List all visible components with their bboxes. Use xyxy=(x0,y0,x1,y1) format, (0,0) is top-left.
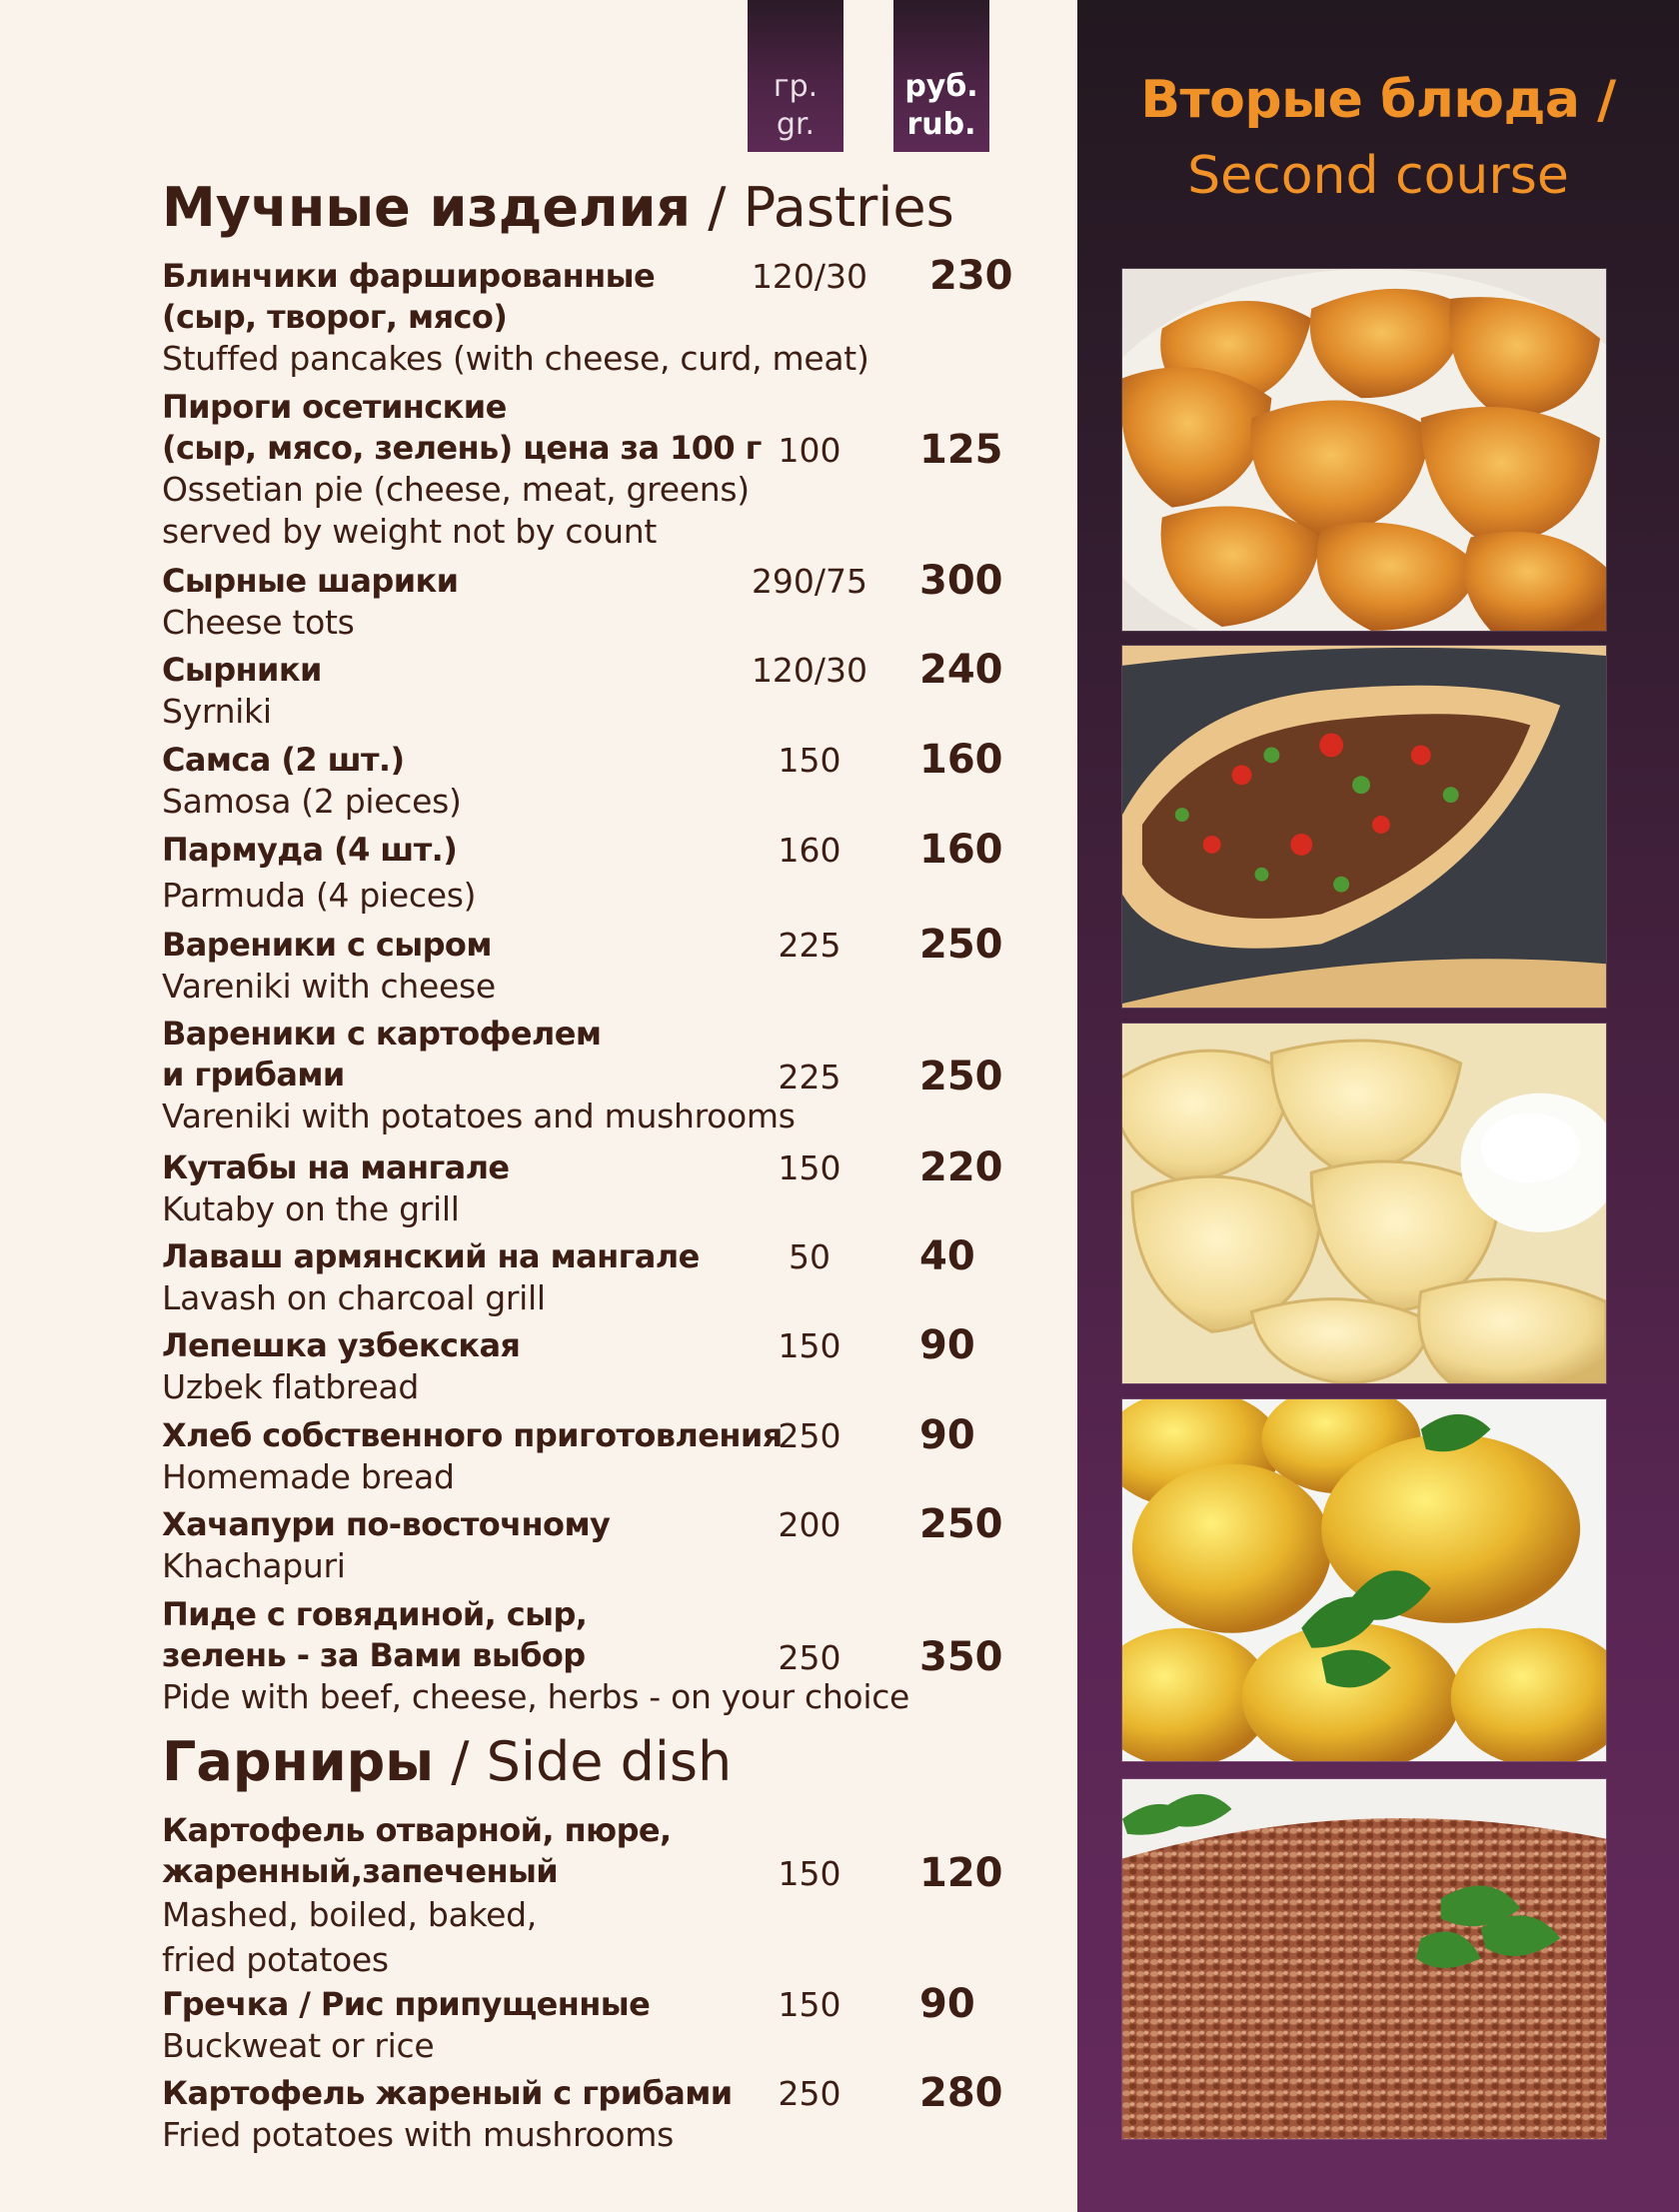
menu-item xyxy=(162,1322,1011,1408)
price-unit-tab xyxy=(893,0,989,152)
item-description: Parmuda (4 pieces) xyxy=(162,876,477,915)
price-unit-ru: руб. xyxy=(904,69,978,104)
item-name: Самса (2 шт.) xyxy=(162,741,405,779)
item-weight: 250 xyxy=(778,2074,841,2113)
buckwheat-photo xyxy=(1121,1778,1607,2140)
item-price: 40 xyxy=(919,1233,975,1279)
item-name: Пиде с говядиной, сыр, зелень - за Вами выбор xyxy=(162,1595,588,1674)
item-price: 125 xyxy=(919,427,1003,473)
item-weight: 225 xyxy=(778,926,841,965)
item-name: Сырные шарики xyxy=(162,562,459,600)
item-name: Блинчики фаршированные (сыр, творог, мясо) xyxy=(162,257,656,336)
item-description: Lavash on charcoal grill xyxy=(162,1278,546,1317)
panel-title-en: Second course xyxy=(1187,146,1569,206)
item-description: Vareniki with cheese xyxy=(162,967,496,1006)
item-name: Сырники xyxy=(162,651,322,689)
item-description: Mashed, boiled, baked, fried potatoes xyxy=(162,1895,537,1979)
menu-item xyxy=(162,1144,1011,1230)
vareniki-photo xyxy=(1121,1023,1607,1384)
item-weight: 150 xyxy=(778,1854,841,1893)
item-name: Хлеб собственного приготовления xyxy=(162,1416,783,1454)
item-description: Syrniki xyxy=(162,692,272,731)
price-unit-en: rub. xyxy=(906,107,976,142)
item-description: Vareniki with potatoes and mushrooms xyxy=(162,1097,796,1135)
item-price: 350 xyxy=(919,1634,1003,1680)
item-description: Stuffed pancakes (with cheese, curd, meat) xyxy=(162,339,869,378)
pide-photo xyxy=(1121,645,1607,1009)
item-price: 90 xyxy=(919,1981,975,2027)
pastries-heading: Мучные изделия / Pastries xyxy=(162,176,954,239)
item-price: 240 xyxy=(919,647,1003,693)
item-name: Хачапури по-восточному xyxy=(162,1505,611,1543)
menu-item xyxy=(162,1501,1011,1587)
item-price: 230 xyxy=(929,253,1013,299)
item-weight: 160 xyxy=(778,831,841,870)
item-description: Homemade bread xyxy=(162,1457,455,1496)
item-name: Вареники с картофелем и грибами xyxy=(162,1015,602,1094)
item-weight: 50 xyxy=(789,1237,831,1276)
item-name: Лаваш армянский на мангале xyxy=(162,1237,700,1275)
item-price: 120 xyxy=(919,1850,1003,1896)
item-name: Картофель жареный с грибами xyxy=(162,2074,733,2112)
item-price: 250 xyxy=(919,1054,1003,1100)
item-price: 250 xyxy=(919,1501,1003,1547)
item-weight: 290/75 xyxy=(751,562,868,601)
samsa-photo xyxy=(1121,268,1607,632)
item-weight: 150 xyxy=(778,1148,841,1187)
item-description: Ossetian pie (cheese, meat, greens) served by weight not by count xyxy=(162,470,750,551)
item-price: 90 xyxy=(919,1412,975,1458)
item-description: Kutaby on the grill xyxy=(162,1189,460,1228)
menu-item xyxy=(162,647,1011,733)
menu-item xyxy=(162,1233,1011,1319)
item-price: 220 xyxy=(919,1144,1003,1190)
item-weight: 120/30 xyxy=(751,257,868,296)
item-price: 160 xyxy=(919,737,1003,783)
item-name: Лепешка узбекская xyxy=(162,1326,521,1364)
item-weight: 250 xyxy=(778,1416,841,1455)
menu-item xyxy=(162,1594,1011,1718)
item-weight: 100 xyxy=(778,431,841,470)
panel-title-ru: Вторые блюда / xyxy=(1140,70,1616,130)
item-name: Пармуда (4 шт.) xyxy=(162,831,458,869)
side-dish-heading: Гарниры / Side dish xyxy=(162,1730,733,1793)
menu-item xyxy=(162,2070,1011,2156)
weight-unit-en: gr. xyxy=(776,107,816,142)
item-description: Samosa (2 pieces) xyxy=(162,782,462,821)
weight-unit-tab xyxy=(748,0,843,152)
item-description: Cheese tots xyxy=(162,603,355,642)
item-price: 280 xyxy=(919,2070,1003,2116)
menu-item xyxy=(162,1014,1011,1137)
menu-item xyxy=(162,922,1011,1008)
item-weight: 120/30 xyxy=(751,651,868,690)
item-name: Вареники с сыром xyxy=(162,926,492,964)
weight-unit-ru: гр. xyxy=(773,69,819,104)
item-description: Pide with beef, cheese, herbs - on your choice xyxy=(162,1677,910,1716)
item-price: 300 xyxy=(919,558,1003,604)
panel-title xyxy=(1077,62,1679,214)
item-name: Гречка / Рис припущенные xyxy=(162,1985,651,2023)
menu-item xyxy=(162,253,1013,380)
menu-item xyxy=(162,387,1011,553)
item-price: 160 xyxy=(919,827,1003,873)
item-weight: 150 xyxy=(778,1985,841,2024)
menu-item xyxy=(162,1412,1011,1498)
item-weight: 250 xyxy=(778,1638,841,1677)
item-description: Khachapuri xyxy=(162,1546,346,1585)
item-description: Buckweat or rice xyxy=(162,2026,435,2065)
item-weight: 150 xyxy=(778,741,841,780)
item-description: Uzbek flatbread xyxy=(162,1367,420,1406)
menu-item xyxy=(162,1810,1011,1982)
item-weight: 150 xyxy=(778,1326,841,1365)
item-name: Картофель отварной, пюре, жаренный,запеченый xyxy=(162,1811,672,1890)
item-name: Пироги осетинские (сыр, мясо, зелень) цена за 100 г xyxy=(162,388,762,467)
menu-item xyxy=(162,1981,1011,2067)
item-weight: 225 xyxy=(778,1058,841,1097)
menu-item xyxy=(162,558,1011,644)
item-price: 250 xyxy=(919,922,1003,968)
potatoes-photo xyxy=(1121,1398,1607,1762)
item-price: 90 xyxy=(919,1322,975,1368)
item-weight: 200 xyxy=(778,1505,841,1544)
menu-item xyxy=(162,737,1011,823)
item-name: Кутабы на мангале xyxy=(162,1148,510,1186)
item-description: Fried potatoes with mushrooms xyxy=(162,2115,675,2154)
menu-item xyxy=(162,827,1011,917)
